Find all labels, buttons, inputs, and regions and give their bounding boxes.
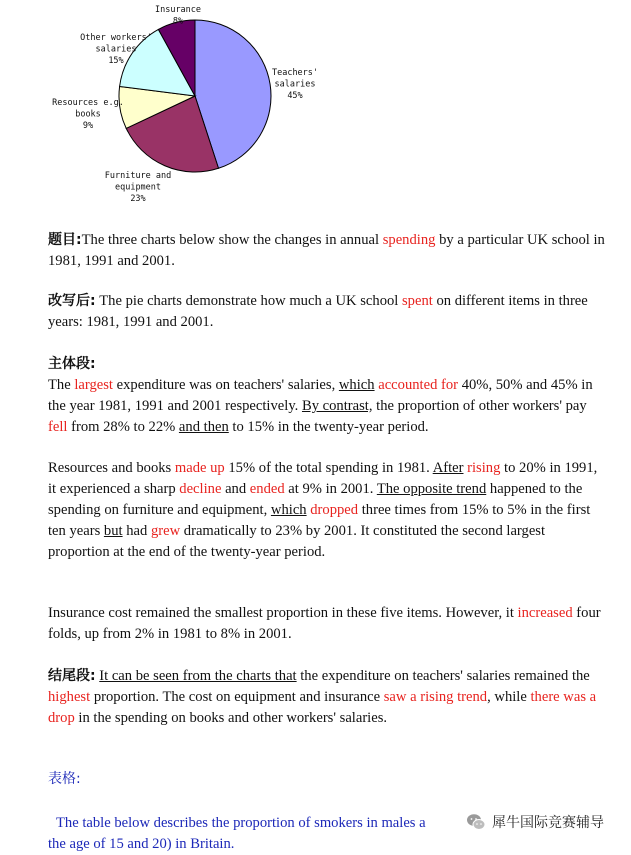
slice-category-label: salaries (95, 44, 137, 55)
table-description: The table below describes the proportion of smokers in males a the age of 15 and 20) in Britain. (48, 815, 426, 852)
slice-category-label: Insurance (154, 5, 202, 15)
body-paragraph-2: Resources and books made up 15% of the total spending in 1981. After rising to 20% in 1991, it experienced a sharp decline and ended at 9% in 2001. The opposite trend happened to the spending on furniture and equipment, which dropped three times from 15% to 5% in the first ten years but had grew dramatically to 23% by 2001. It constituted the second largest proportion at the end of the twenty-year period. (48, 460, 598, 560)
pie-chart (0, 0, 631, 215)
body-paragraph-3: Insurance cost remained the smallest proportion in these five items. However, it increased four folds, up from 2% in 1981 to 8% in 2001. (48, 605, 601, 642)
slice-percent-label: 9% (82, 121, 94, 131)
slice-category-label: Other workers' (80, 33, 152, 43)
body-paragraph-1: The largest expenditure was on teachers' salaries, which accounted for 40%, 50% and 45% in the year 1981, 1991 and 2001 respectively. By contrast, the proportion of other workers' pay fell from 28% to 22% and then to 15% in the twenty-year period. (48, 377, 593, 435)
body-heading: 主体段: (48, 356, 96, 372)
slice-category-label: Furniture and (104, 171, 172, 181)
wechat-icon (466, 812, 486, 832)
question-label: 题目: (48, 232, 82, 248)
watermark-text: 犀牛国际竞赛辅导 (492, 815, 604, 831)
rewrite-paragraph: 改写后: The pie charts demonstrate how much a UK school spent on different items in three years: 1981, 1991 and 2001. (48, 293, 588, 330)
question-paragraph: 题目:The three charts below show the changes in annual spending by a particular UK school in 1981, 1991 and 2001. (48, 232, 605, 269)
slice-category-label: books (75, 109, 101, 120)
slice-percent-label: 15% (108, 56, 124, 66)
rewrite-label: 改写后: (48, 293, 96, 309)
conclusion-paragraph: 结尾段: It can be seen from the charts that the expenditure on teachers' salaries remained the highest proportion. The cost on equipment and insurance saw a rising trend, while there was a drop in the spending on books and other workers' salaries. (48, 668, 597, 726)
watermark (466, 812, 604, 832)
conclusion-label: 结尾段: (48, 668, 96, 684)
slice-percent-label: 45% (287, 91, 303, 101)
slice-category-label: Resources e.g. (52, 98, 124, 108)
slice-category-label: salaries (274, 79, 316, 90)
table-heading: 表格: (48, 771, 81, 787)
slice-percent-label: 23% (130, 194, 146, 204)
slice-percent-label: 8% (172, 16, 184, 27)
slice-category-label: Teachers' (271, 68, 319, 78)
slice-category-label: equipment (114, 182, 162, 193)
